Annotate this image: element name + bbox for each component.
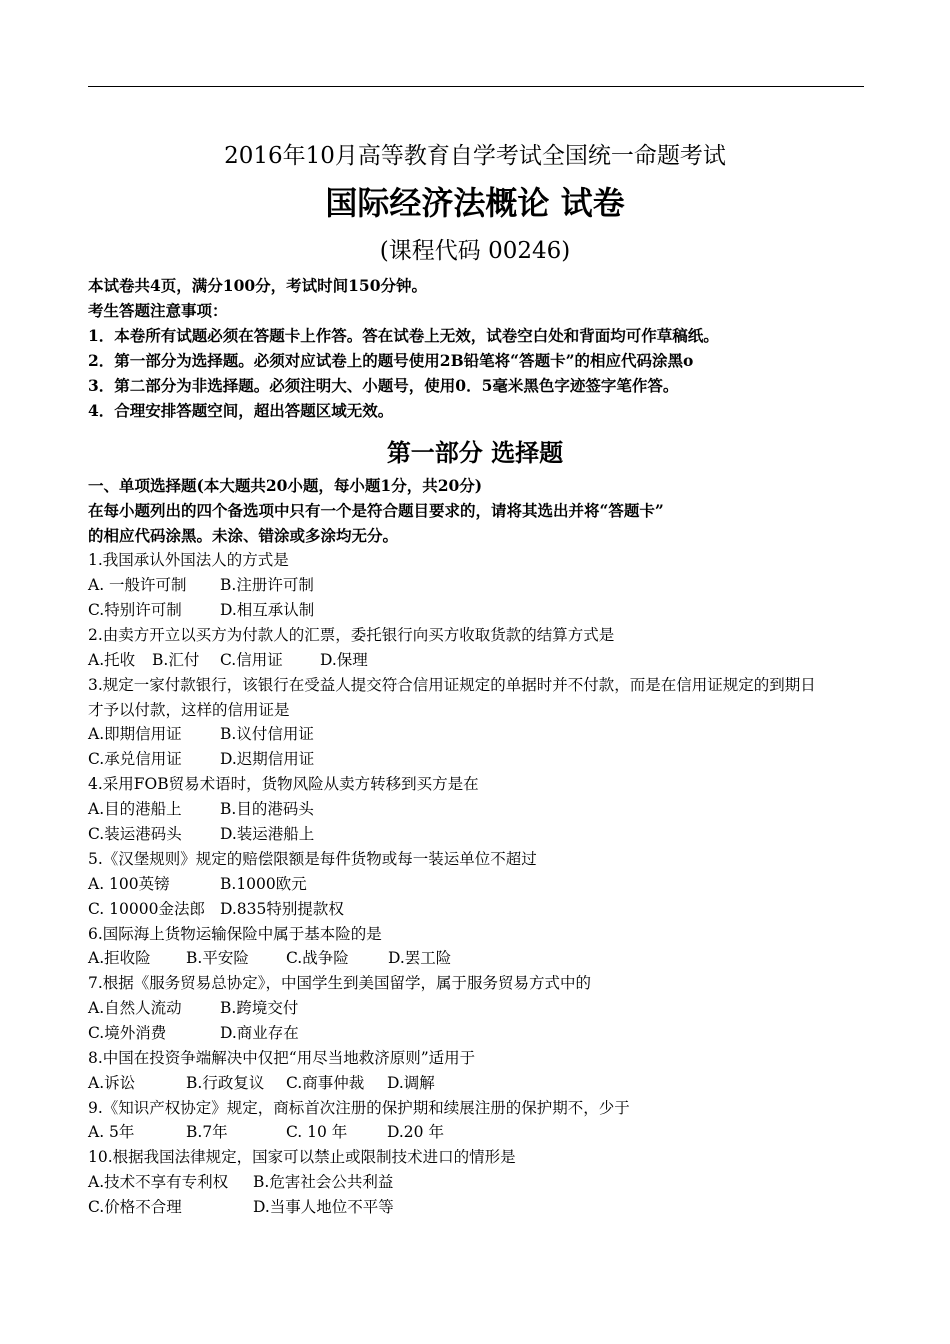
course-code: (课程代码 00246) [379,238,571,264]
notes-item: 3．第二部分为非选择题。必须注明大、小题号，使用0．5毫米黑色字迹签字笔作答。 [88,376,679,395]
option-b: B.危害社会公共利益 [253,1173,394,1191]
option-d: D.装运港船上 [220,825,315,843]
option-c: C.价格不合理 [88,1198,182,1216]
option-d: D.当事人地位不平等 [253,1198,394,1216]
option-d: D.调解 [387,1074,435,1092]
option-b: B.目的港码头 [220,800,314,818]
notes-item: 2．第一部分为选择题。必须对应试卷上的题号使用2B铅笔将“答题卡”的相应代码涂黑o [88,351,694,370]
option-d: D.20 年 [387,1123,444,1141]
option-b: B.平安险 [186,949,249,967]
option-c: C.特别许可制 [88,601,182,619]
option-row [88,724,314,744]
option-b: B.1000欧元 [220,875,307,893]
option-a: A.自然人流动 [88,999,182,1017]
option-row [88,650,368,670]
option-a: A.技术不享有专利权 [88,1173,229,1191]
section-instruction: 在每小题列出的四个备选项中只有一个是符合题目要求的，请将其选出并将“答题卡” [88,501,664,520]
option-row [88,874,307,894]
question-stem: 7.根据《服务贸易总协定》，中国学生到美国留学，属于服务贸易方式中的 [88,974,592,992]
option-row [88,1197,394,1217]
notes-summary: 本试卷共4页，满分100分，考试时间150分钟。 [88,276,427,295]
option-a: A.拒收险 [88,949,151,967]
question-stem: 4.采用FOB贸易术语时，货物风险从卖方转移到买方是在 [88,775,479,793]
subject-title: 国际经济法概论 试卷 [325,184,625,222]
option-c: C.信用证 [220,651,283,669]
section-instruction: 的相应代码涂黑。未涂、错涂或多涂均无分。 [88,526,399,545]
option-row [88,749,314,769]
option-a: A. 5年 [88,1123,135,1141]
option-row [88,575,314,595]
part-title: 第一部分 选择题 [386,438,564,467]
question-stem: 8.中国在投资争端解决中仅把“用尽当地救济原则”适用于 [88,1049,476,1067]
option-c: C. 10 年 [286,1123,348,1141]
question-stem: 10.根据我国法律规定，国家可以禁止或限制技术进口的情形是 [88,1148,516,1166]
question-stem: 5.《汉堡规则》规定的赔偿限额是每件货物或每一装运单位不超过 [88,850,537,868]
option-row [88,824,314,844]
question-stem: 1.我国承认外国法人的方式是 [88,551,289,569]
option-c: C.战争险 [286,949,349,967]
option-d: D.迟期信用证 [220,750,315,768]
notes-item: 4．合理安排答题空间，超出答题区域无效。 [88,401,394,420]
option-row [88,948,451,968]
option-row [88,998,298,1018]
question-stem: 9.《知识产权协定》规定，商标首次注册的保护期和续展注册的保护期不，少于 [88,1099,630,1117]
option-d: D.835特别提款权 [220,900,344,918]
question-stem-continued: 才予以付款，这样的信用证是 [88,701,290,719]
exam-title: 2016年10月高等教育自学考试全国统一命题考试 [224,143,726,169]
option-b: B.7年 [186,1123,228,1141]
option-b: B.行政复议 [186,1074,265,1092]
option-d: D.商业存在 [220,1024,299,1042]
question-stem: 2.由卖方开立以买方为付款人的汇票，委托银行向买方收取货款的结算方式是 [88,626,615,644]
option-c: C.商事仲裁 [286,1074,365,1092]
notes-item: 1．本卷所有试题必须在答题卡上作答。答在试卷上无效，试卷空白处和背面均可作草稿纸。 [88,326,719,345]
option-a: A.托收 [88,651,136,669]
option-row [88,1023,299,1043]
option-c: C. 10000金法郎 [88,900,205,918]
option-c: C.装运港码头 [88,825,182,843]
section-heading: 一、单项选择题(本大题共20小题，每小题1分，共20分) [88,476,483,495]
option-b: B.注册许可制 [220,576,314,594]
notes-heading: 考生答题注意事项： [88,301,228,320]
option-row [88,899,344,919]
option-c: C.境外消费 [88,1024,167,1042]
option-d: D.罢工险 [388,949,452,967]
option-row [88,1073,435,1093]
option-row [88,1172,393,1192]
option-b: B.汇付 [152,651,200,669]
header-rule [88,86,864,87]
option-a: A. 一般许可制 [88,576,187,594]
question-stem: 3.规定一家付款银行，该银行在受益人提交符合信用证规定的单据时并不付款，而是在信用证规定的到期日 [88,676,816,694]
option-row [88,1122,444,1142]
option-d: D.保理 [320,651,368,669]
option-d: D.相互承认制 [220,601,315,619]
option-row [88,799,314,819]
option-row [88,600,314,620]
question-stem: 6.国际海上货物运输保险中属于基本险的是 [88,925,382,943]
option-a: A.目的港船上 [88,800,182,818]
option-a: A.即期信用证 [88,725,182,743]
option-b: B.跨境交付 [220,999,299,1017]
option-c: C.承兑信用证 [88,750,182,768]
option-b: B.议付信用证 [220,725,314,743]
option-a: A. 100英镑 [88,875,170,893]
option-a: A.诉讼 [88,1074,136,1092]
